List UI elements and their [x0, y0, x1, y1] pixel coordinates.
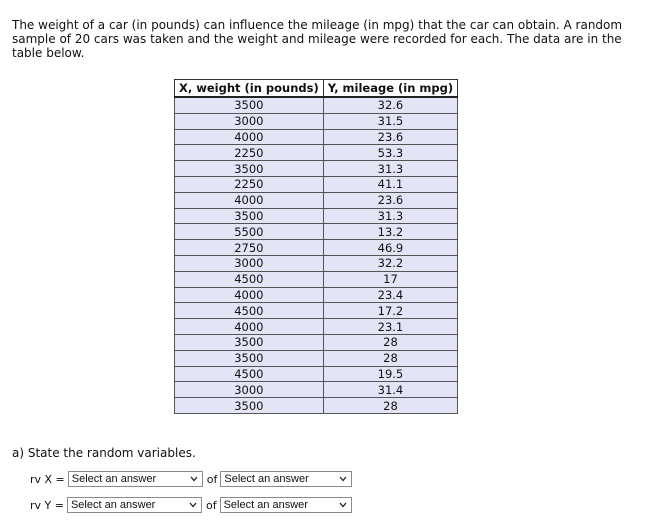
weight-cell: 4000 — [175, 287, 324, 303]
mileage-cell: 19.5 — [323, 366, 457, 382]
mileage-cell: 23.1 — [323, 319, 457, 335]
mileage-cell: 31.5 — [323, 113, 457, 129]
rv-x-select-value: Select an answer — [71, 473, 157, 485]
table-row — [175, 161, 458, 177]
rv-x-of-select-value: Select an answer — [224, 473, 309, 485]
data-table — [174, 79, 458, 414]
weight-cell: 2750 — [175, 240, 324, 256]
mileage-cell: 13.2 — [323, 224, 457, 240]
weight-cell: 3500 — [175, 398, 324, 414]
weight-cell: 3000 — [175, 382, 324, 398]
mileage-cell: 31.4 — [323, 382, 457, 398]
weight-cell: 3500 — [175, 97, 324, 113]
table-header-row — [175, 80, 458, 98]
table-row — [175, 113, 458, 129]
problem-intro: The weight of a car (in pounds) can influence the mileage (in mpg) that the car can obtain. A random sample of 20 cars was taken and the weight and mileage were recorded for each. The data are in the table below. — [12, 18, 623, 60]
weight-cell: 5500 — [175, 224, 324, 240]
table-row — [175, 255, 458, 271]
weight-cell: 3000 — [175, 255, 324, 271]
table-row — [175, 334, 458, 350]
weight-cell: 3500 — [175, 208, 324, 224]
rv-x-of-select[interactable] — [220, 471, 352, 487]
mileage-cell: 28 — [323, 398, 457, 414]
weight-cell: 4500 — [175, 366, 324, 382]
rv-y-of-label: of — [205, 498, 217, 512]
weight-cell: 4000 — [175, 129, 324, 145]
rv-y-select-value: Select an answer — [70, 499, 156, 511]
mileage-cell: 28 — [323, 334, 457, 350]
column-header-y: Y, mileage (in mpg) — [323, 80, 457, 98]
rv-y-of-select-value: Select an answer — [223, 499, 308, 511]
table-row — [175, 208, 458, 224]
mileage-cell: 23.6 — [323, 192, 457, 208]
chevron-down-icon — [188, 498, 198, 512]
table-body — [175, 97, 458, 413]
rv-x-select[interactable] — [68, 471, 203, 487]
weight-cell: 4000 — [175, 192, 324, 208]
mileage-cell: 17.2 — [323, 303, 457, 319]
weight-cell: 3500 — [175, 161, 324, 177]
rv-y-of-select[interactable] — [220, 497, 352, 513]
table-row — [175, 382, 458, 398]
table-row — [175, 240, 458, 256]
table-row — [175, 398, 458, 414]
table-row — [175, 192, 458, 208]
weight-cell: 4500 — [175, 303, 324, 319]
weight-cell: 2250 — [175, 176, 324, 192]
table-row — [175, 350, 458, 366]
chevron-down-icon — [338, 472, 348, 486]
weight-cell: 4500 — [175, 271, 324, 287]
weight-cell: 4000 — [175, 319, 324, 335]
table-row — [175, 287, 458, 303]
table-row — [175, 224, 458, 240]
mileage-cell: 41.1 — [323, 176, 457, 192]
mileage-cell: 31.3 — [323, 161, 457, 177]
rv-y-row — [30, 497, 352, 513]
weight-cell: 3500 — [175, 334, 324, 350]
rv-x-of-label: of — [206, 472, 218, 486]
weight-cell: 3500 — [175, 350, 324, 366]
mileage-cell: 23.6 — [323, 129, 457, 145]
mileage-cell: 23.4 — [323, 287, 457, 303]
table-row — [175, 145, 458, 161]
rv-y-select[interactable] — [67, 497, 202, 513]
rv-x-row — [30, 471, 352, 487]
table-row — [175, 97, 458, 113]
mileage-cell: 32.2 — [323, 255, 457, 271]
mileage-cell: 53.3 — [323, 145, 457, 161]
rv-y-label: rv Y = — [30, 498, 64, 512]
rv-x-label: rv X = — [30, 472, 65, 486]
table-row — [175, 271, 458, 287]
part-a-heading: a) State the random variables. — [12, 446, 196, 460]
mileage-cell: 32.6 — [323, 97, 457, 113]
weight-cell: 3000 — [175, 113, 324, 129]
mileage-cell: 17 — [323, 271, 457, 287]
chevron-down-icon — [338, 498, 348, 512]
table-row — [175, 176, 458, 192]
table-row — [175, 303, 458, 319]
chevron-down-icon — [189, 472, 199, 486]
table-row — [175, 319, 458, 335]
mileage-cell: 31.3 — [323, 208, 457, 224]
column-header-x: X, weight (in pounds) — [175, 80, 324, 98]
table-row — [175, 366, 458, 382]
mileage-cell: 46.9 — [323, 240, 457, 256]
weight-cell: 2250 — [175, 145, 324, 161]
table-row — [175, 129, 458, 145]
mileage-cell: 28 — [323, 350, 457, 366]
